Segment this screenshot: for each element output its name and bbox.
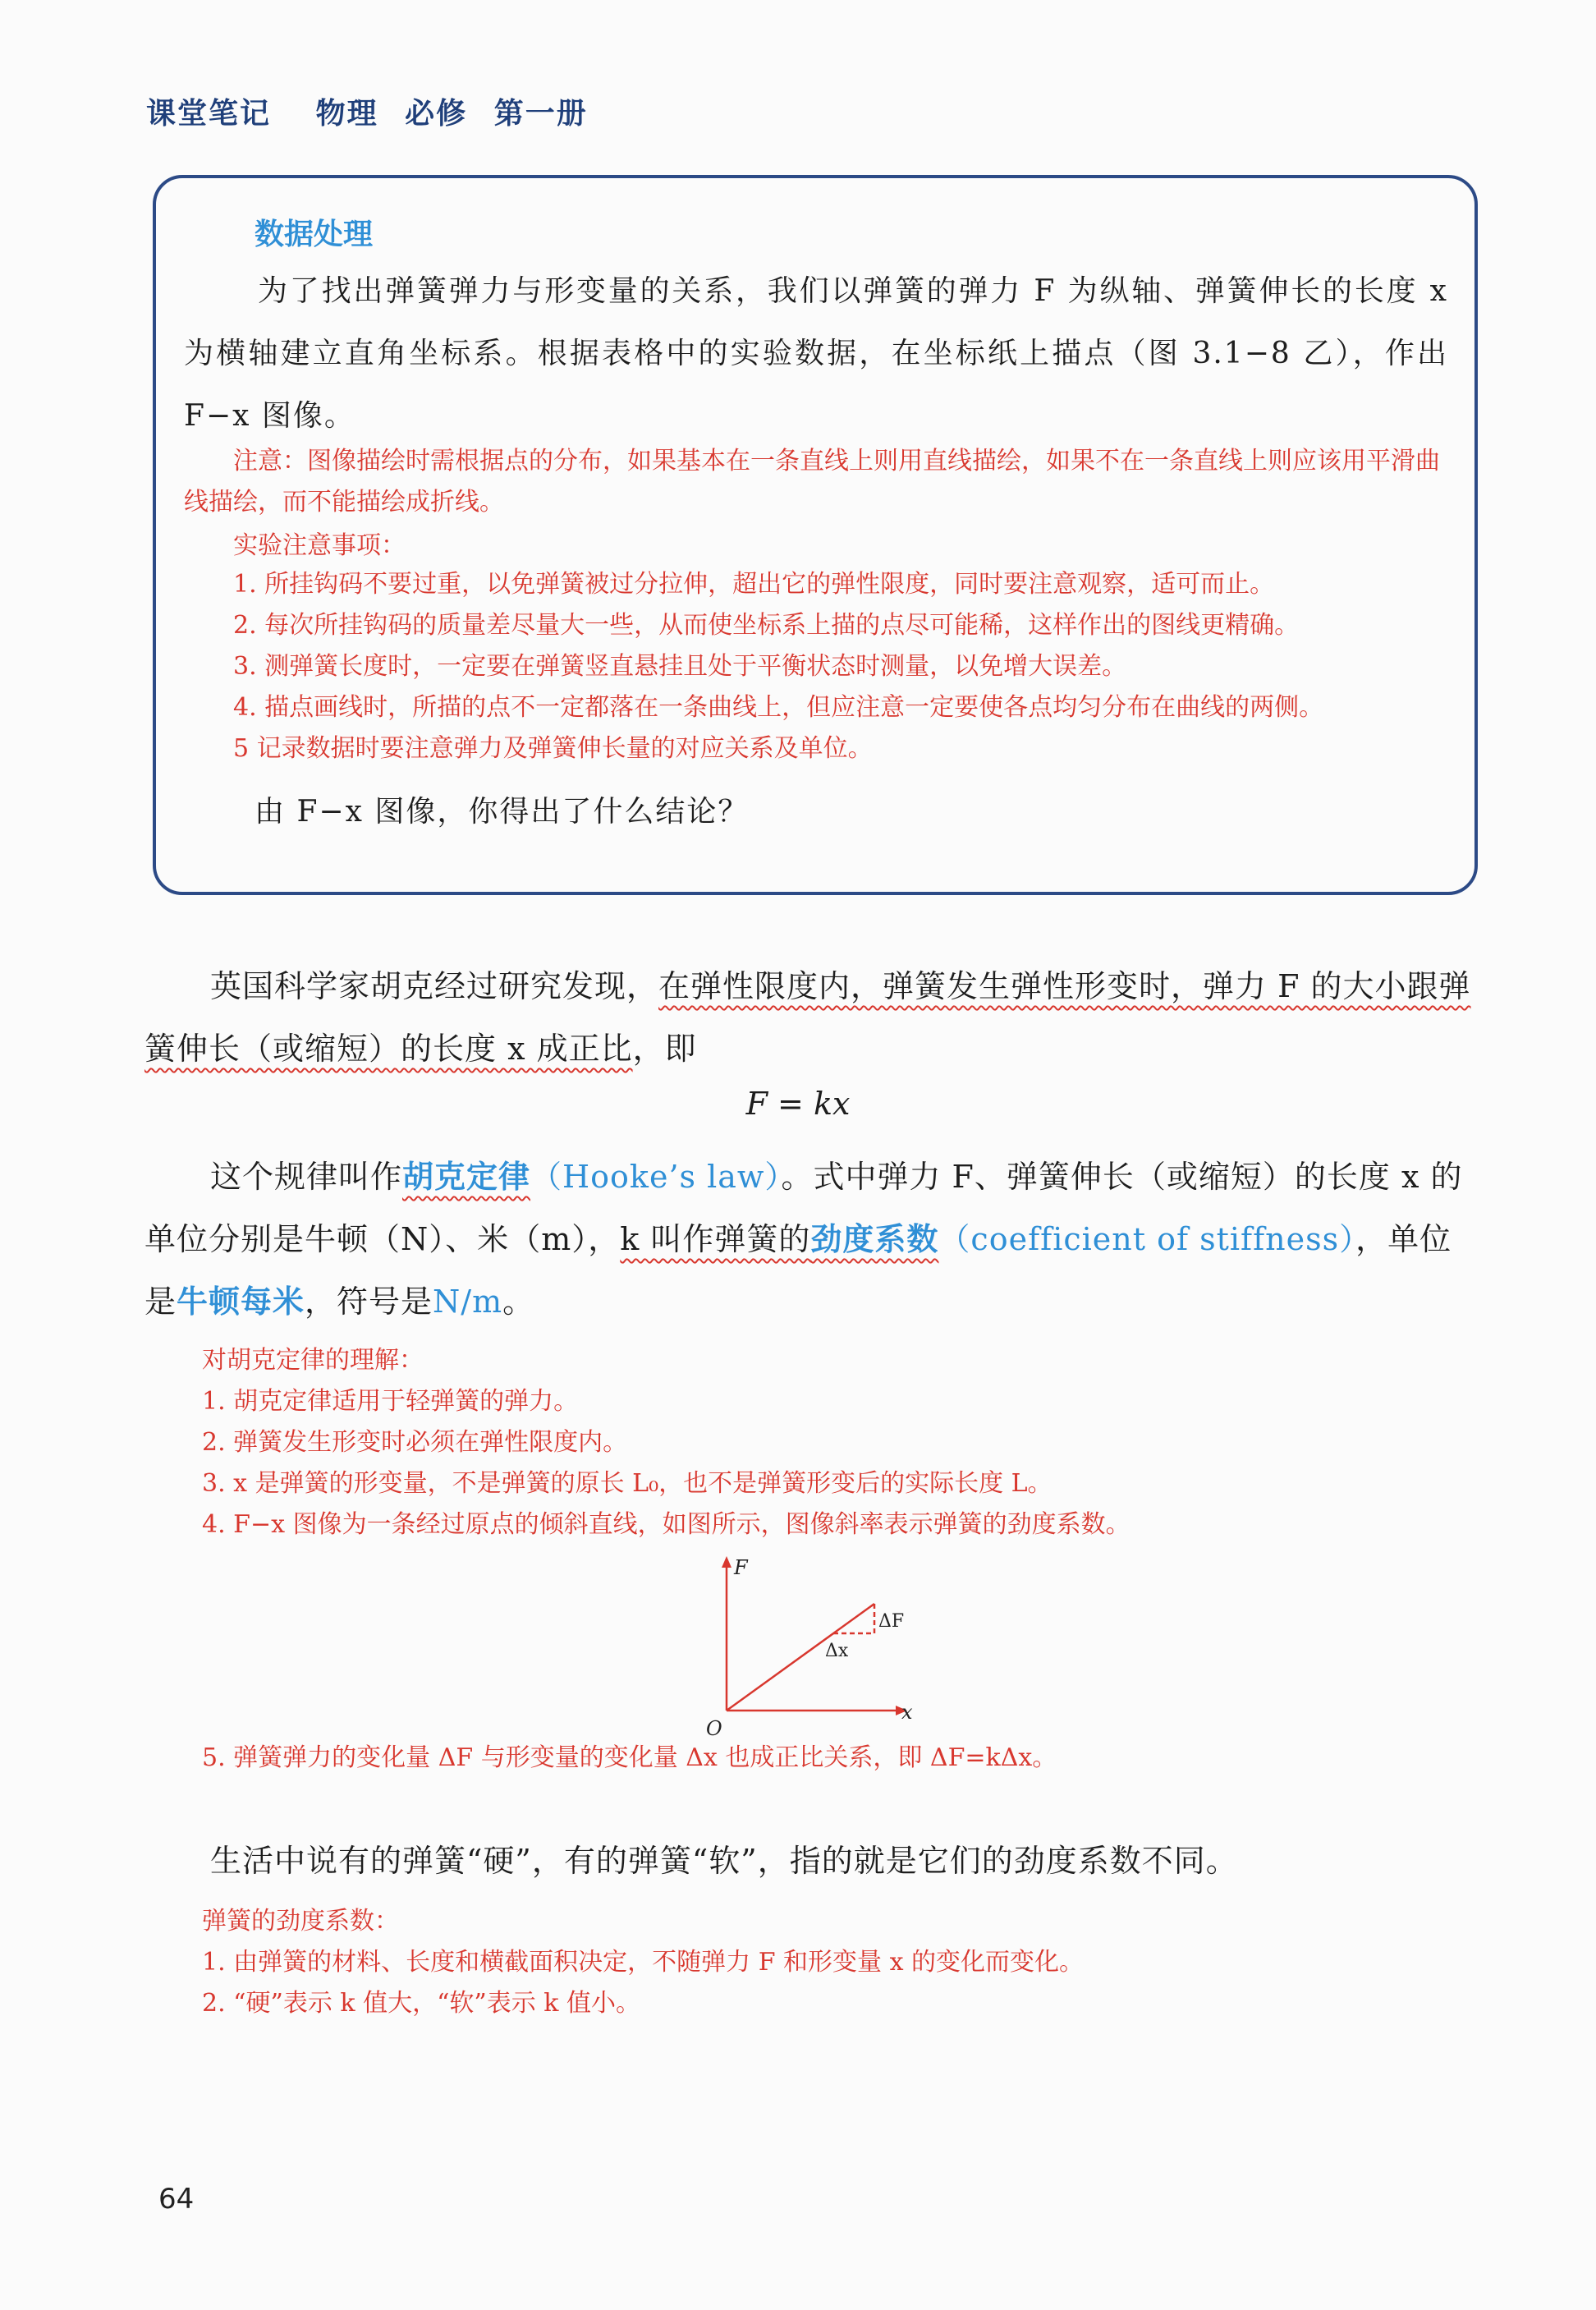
p1-lead: 英国科学家胡克经过研究发现， xyxy=(210,968,659,1004)
page-number: 64 xyxy=(158,2183,195,2216)
header-subject: 物理 xyxy=(315,97,378,131)
x-axis-label: x xyxy=(901,1701,913,1724)
delta-f-label: ΔF xyxy=(878,1611,905,1632)
precautions-list xyxy=(233,564,1323,769)
list-item: 5. 弹簧弹力的变化量 ΔF 与形变量的变化量 Δx 也成正比关系，即 ΔF=kΔx。 xyxy=(202,1743,1057,1772)
list-item: 1. 胡克定律适用于轻弹簧的弹力。 xyxy=(202,1387,579,1416)
p2-text: 。 xyxy=(502,1284,535,1320)
hard-soft-paragraph: 生活中说有的弹簧“硬”，有的弹簧“软”，指的就是它们的劲度系数不同。 xyxy=(210,1843,1238,1879)
y-arrow xyxy=(722,1556,732,1568)
list-item: 5 记录数据时要注意弹力及弹簧伸长量的对应关系及单位。 xyxy=(233,734,873,763)
term-unit: 牛顿每米 xyxy=(177,1284,305,1320)
box-paragraph: 为了找出弹簧弹力与形变量的关系，我们以弹簧的弹力 F 为纵轴、弹簧伸长的长度 x 为横轴建立直角坐标系。根据表格中的实验数据，在坐标纸上描点（图 3.1−8 乙），作出 F−x 图像。 xyxy=(184,274,1448,433)
hooke-paragraph xyxy=(144,955,1474,1080)
list-item: 3. 测弹簧长度时，一定要在弹簧竖直悬挂且处于平衡状态时测量，以免增大误差。 xyxy=(233,652,1127,681)
data-processing-box xyxy=(153,175,1478,895)
p2-k-def: k 叫作弹簧的 xyxy=(620,1221,811,1257)
hooke-note-5 xyxy=(202,1738,1057,1779)
header-volume: 必修 xyxy=(405,97,468,131)
list-item: 2. 每次所挂钩码的质量差尽量大一些，从而使坐标系上描的点尽可能稀，这样作出的图线更精确。 xyxy=(233,611,1300,640)
precautions-heading: 实验注意事项： xyxy=(233,531,406,560)
hooke-formula: F = kx xyxy=(745,1086,851,1122)
header-book-no: 第一册 xyxy=(493,97,588,131)
box-question: 由 F−x 图像，你得出了什么结论？ xyxy=(255,795,750,829)
hooke-notes xyxy=(202,1340,1130,1545)
origin-label: O xyxy=(706,1717,722,1739)
list-item: 2. “硬”表示 k 值大，“软”表示 k 值小。 xyxy=(202,1989,641,2018)
header-book: 课堂笔记 xyxy=(146,97,272,131)
list-item: 1. 由弹簧的材料、长度和横截面积决定，不随弹力 F 和形变量 x 的变化而变化。 xyxy=(202,1948,1085,1977)
graph-line xyxy=(727,1604,874,1711)
term-stiffness-en: （coefficient of stiffness） xyxy=(938,1221,1356,1257)
stiffness-notes-title: 弹簧的劲度系数： xyxy=(202,1907,399,1936)
y-axis-label: F xyxy=(734,1556,748,1579)
p1-tail: ，即 xyxy=(632,1031,697,1067)
list-item: 4. 描点画线时，所描的点不一定都落在一条曲线上，但应注意一定要使各点均匀分布在曲线的两侧。 xyxy=(233,693,1324,722)
p2-text: 这个规律叫作 xyxy=(210,1159,403,1195)
p2-text: ，单位是 xyxy=(144,1221,1452,1320)
term-unit-symbol: N/m xyxy=(433,1284,503,1320)
term-hookes-law: 胡克定律 xyxy=(402,1159,531,1195)
f-x-graph xyxy=(698,1555,928,1739)
p2-text: 。式中弹力 F、弹簧伸长（或缩短）的长度 x 的单位分别是牛顿（N）、米（m）， xyxy=(144,1159,1463,1257)
box-title: 数据处理 xyxy=(255,218,374,251)
running-header xyxy=(146,90,621,132)
list-item: 2. 弹簧发生形变时必须在弹性限度内。 xyxy=(202,1428,628,1457)
list-item: 3. x 是弹簧的形变量，不是弹簧的原长 L₀，也不是弹簧形变后的实际长度 L。 xyxy=(202,1469,1053,1498)
list-item: 4. F−x 图像为一条经过原点的倾斜直线，如图所示，图像斜率表示弹簧的劲度系数。 xyxy=(202,1510,1130,1539)
stiffness-notes xyxy=(202,1901,1084,2024)
box-note: 注意：图像描绘时需根据点的分布，如果基本在一条直线上则用直线描绘，如果不在一条直线上则应该用平滑曲线描绘，而不能描绘成折线。 xyxy=(184,447,1440,517)
delta-x-label: Δx xyxy=(825,1641,849,1661)
p2-text: ，符号是 xyxy=(305,1284,433,1320)
term-stiffness: 劲度系数 xyxy=(810,1221,939,1257)
p1-underlined: 在弹性限度内，弹簧发生弹性形变时，弹力 F 的大小跟弹簧伸长（或缩短）的长度 x 成正比 xyxy=(144,968,1471,1067)
law-paragraph xyxy=(144,1146,1474,1333)
hooke-notes-title: 对胡克定律的理解： xyxy=(202,1346,424,1375)
list-item: 1. 所挂钩码不要过重，以免弹簧被过分拉伸，超出它的弹性限度，同时要注意观察，适可而止。 xyxy=(233,570,1275,599)
term-hookes-law-en: （Hooke’s law） xyxy=(530,1159,782,1195)
